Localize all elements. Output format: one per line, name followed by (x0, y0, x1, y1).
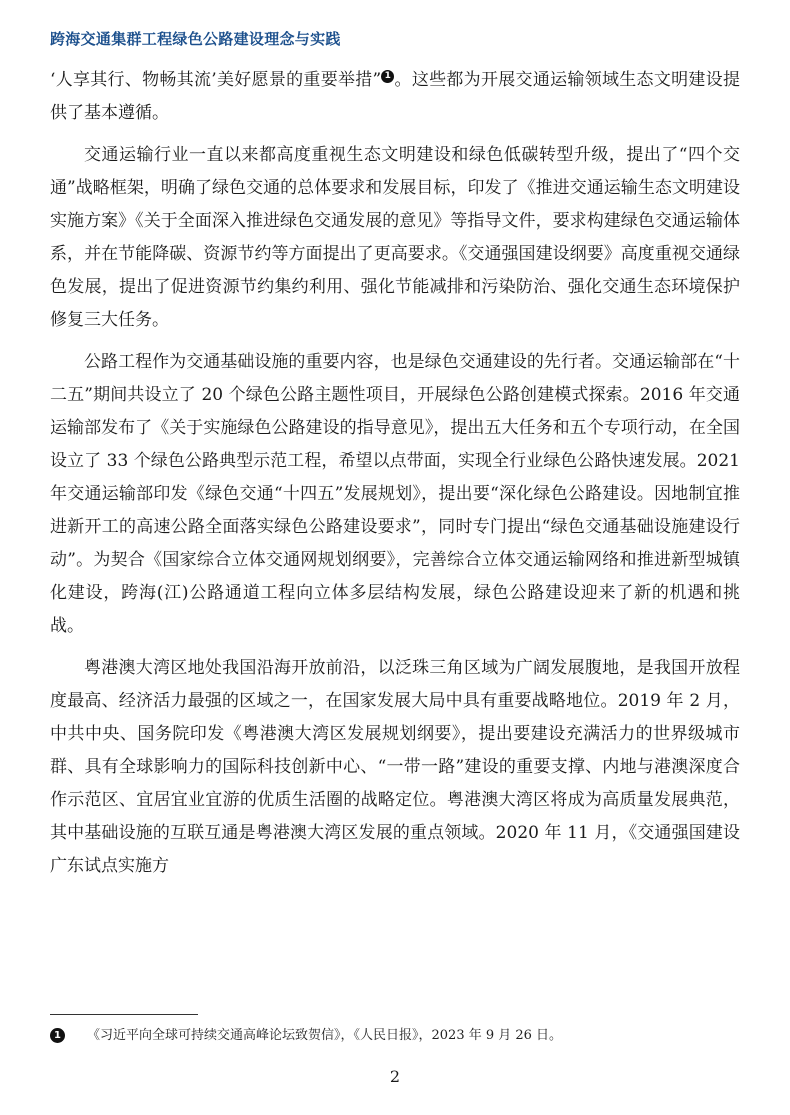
paragraph-3: 公路工程作为交通基础设施的重要内容，也是绿色交通建设的先行者。交通运输部在“十二五”期间共设立了 20 个绿色公路主题性项目，开展绿色公路创建模式探索。2016 年交通运输部发布了《关于实施绿色公路建设的指导意见》，提出五大任务和五个专项行动，在全国设立了 33 个绿色公路典型示范工程，希望以点带面，实现全行业绿色公路快速发展。2021 年交通运输部印发《绿色交通“十四五”发展规划》，提出要“深化绿色公路建设。因地制宜推进新开工的高速公路全面落实绿色公路建设要求”，同时专门提出“绿色交通基础设施建设行动”。为契合《国家综合立体交通网规划纲要》，完善综合立体交通运输网络和推进新型城镇化建设，跨海(江)公路通道工程向立体多层结构发展，绿色公路建设迎来了新的机遇和挑战。 (50, 352, 740, 636)
footnote-reference[interactable]: 1 (381, 70, 394, 83)
paragraph-1 (50, 64, 740, 130)
footnote-divider (50, 1014, 198, 1015)
body-text (50, 64, 740, 892)
footnote-marker: 1 (50, 1028, 65, 1043)
footnote (50, 1026, 740, 1046)
running-header: 跨海交通集群工程绿色公路建设理念与实践 (50, 30, 341, 48)
paragraph-1-text-end: 。这些都为开展交通运输领域生态文明建设提供了基本遵循。 (50, 70, 740, 123)
footnote-text: 《习近平向全球可持续交通高峰论坛致贺信》，《人民日报》，2023 年 9 月 26 日。 (87, 1028, 563, 1043)
paragraph-1-text-start: ‘人享其行、物畅其流’美好愿景的重要举措” (50, 70, 382, 90)
paragraph-2: 交通运输行业一直以来都高度重视生态文明建设和绿色低碳转型升级，提出了“四个交通”战略框架，明确了绿色交通的总体要求和发展目标，印发了《推进交通运输生态文明建设实施方案》《关于全面深入推进绿色交通发展的意见》等指导文件，要求构建绿色交通运输体系，并在节能降碳、资源节约等方面提出了更高要求。《交通强国建设纲要》高度重视交通绿色发展，提出了促进资源节约集约利用、强化节能减排和污染防治、强化交通生态环境保护修复三大任务。 (50, 145, 740, 330)
page-number: 2 (389, 1067, 401, 1086)
paragraph-4: 粤港澳大湾区地处我国沿海开放前沿，以泛珠三角区域为广阔发展腹地，是我国开放程度最高、经济活力最强的区域之一，在国家发展大局中具有重要战略地位。2019 年 2 月，中共中央、国务院印发《粤港澳大湾区发展规划纲要》，提出要建设充满活力的世界级城市群、具有全球影响力的国际科技创新中心、“一带一路”建设的重要支撑、内地与港澳深度合作示范区、宜居宜业宜游的优质生活圈的战略定位。粤港澳大湾区将成为高质量发展典范，其中基础设施的互联互通是粤港澳大湾区发展的重点领域。2020 年 11 月，《交通强国建设广东试点实施方 (50, 658, 740, 876)
